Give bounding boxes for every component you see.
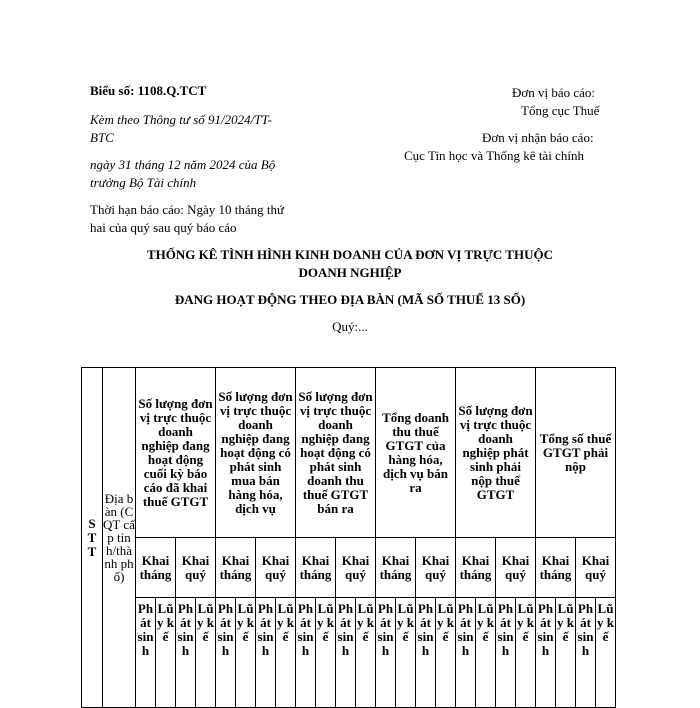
title-line-1: THỐNG KÊ TÌNH HÌNH KINH DOANH CỦA ĐƠN VỊ TRỰC THUỘC [147, 247, 553, 262]
quarterly-header: Khai quý [336, 538, 376, 598]
group-header-1: Số lượng đơn vị trực thuộc doanh nghiệp đang hoạt động cuối kỳ báo cáo đã khai thuế GTGT [136, 368, 216, 538]
arising-header: Phát sinh [136, 598, 156, 708]
cumulative-header: Lũy kế [196, 598, 216, 708]
cumulative-header: Lũy kế [596, 598, 616, 708]
arising-header: Phát sinh [296, 598, 316, 708]
title-line-2: DOANH NGHIỆP [298, 265, 402, 280]
monthly-header: Khai tháng [536, 538, 576, 598]
quarterly-header: Khai quý [256, 538, 296, 598]
cumulative-header: Lũy kế [356, 598, 376, 708]
deadline-line-1: Thời hạn báo cáo: Ngày 10 tháng thứ [90, 202, 285, 217]
title-line-3: ĐANG HOẠT ĐỘNG THEO ĐỊA BÀN (MÃ SỐ THUẾ 13 SỐ) [174, 292, 526, 307]
quarterly-header: Khai quý [176, 538, 216, 598]
arising-header: Phát sinh [176, 598, 196, 708]
quarterly-header: Khai quý [496, 538, 536, 598]
statistics-table [81, 367, 616, 708]
sub-header-row [82, 598, 616, 708]
stt-header: STT [82, 368, 103, 708]
arising-header: Phát sinh [456, 598, 476, 708]
monthly-header: Khai tháng [376, 538, 416, 598]
cumulative-header: Lũy kế [276, 598, 296, 708]
arising-header: Phát sinh [216, 598, 236, 708]
receiving-unit: Cục Tin học và Thống kê tài chính [404, 148, 584, 163]
cumulative-header: Lũy kế [316, 598, 336, 708]
attach-line-2: BTC [90, 130, 114, 145]
deadline-line-2: hai của quý sau quý báo cáo [90, 220, 237, 235]
group-header-2: Số lượng đơn vị trực thuộc doanh nghiệp đang hoạt động có phát sinh mua bán hàng hóa, dịch vụ [216, 368, 296, 538]
group-header-6: Tổng số thuế GTGT phải nộp [536, 368, 616, 538]
cumulative-header: Lũy kế [516, 598, 536, 708]
group-header-5: Số lượng đơn vị trực thuộc doanh nghiệp phát sinh phải nộp thuế GTGT [456, 368, 536, 538]
cumulative-header: Lũy kế [236, 598, 256, 708]
cumulative-header: Lũy kế [436, 598, 456, 708]
date-line-1: ngày 31 tháng 12 năm 2024 của Bộ [90, 157, 276, 172]
arising-header: Phát sinh [496, 598, 516, 708]
area-header: Địa bàn (CQT cấp tỉnh/thành phố) [103, 368, 136, 708]
cumulative-header: Lũy kế [396, 598, 416, 708]
group-header-4: Tổng doanh thu thuế GTGT của hàng hóa, dịch vụ bán ra [376, 368, 456, 538]
quarterly-header: Khai quý [576, 538, 616, 598]
quarter-label: Quý:... [332, 319, 368, 334]
arising-header: Phát sinh [376, 598, 396, 708]
cumulative-header: Lũy kế [556, 598, 576, 708]
arising-header: Phát sinh [416, 598, 436, 708]
reporting-unit: Tổng cục Thuế [521, 103, 600, 118]
cumulative-header: Lũy kế [476, 598, 496, 708]
cumulative-header: Lũy kế [156, 598, 176, 708]
arising-header: Phát sinh [336, 598, 356, 708]
monthly-header: Khai tháng [296, 538, 336, 598]
reporting-unit-label: Đơn vị báo cáo: [512, 85, 596, 100]
arising-header: Phát sinh [576, 598, 596, 708]
arising-header: Phát sinh [256, 598, 276, 708]
receiving-unit-label: Đơn vị nhận báo cáo: [482, 130, 594, 145]
quarterly-header: Khai quý [416, 538, 456, 598]
monthly-header: Khai tháng [216, 538, 256, 598]
arising-header: Phát sinh [536, 598, 556, 708]
group-header-3: Số lượng đơn vị trực thuộc doanh nghiệp đang hoạt động có phát sinh doanh thu thuế GTGT bán ra [296, 368, 376, 538]
form-number: Biểu số: 1108.Q.TCT [90, 83, 207, 98]
monthly-header: Khai tháng [456, 538, 496, 598]
date-line-2: trưởng Bộ Tài chính [90, 175, 197, 190]
attach-line-1: Kèm theo Thông tư số 91/2024/TT- [90, 112, 272, 127]
monthly-header: Khai tháng [136, 538, 176, 598]
